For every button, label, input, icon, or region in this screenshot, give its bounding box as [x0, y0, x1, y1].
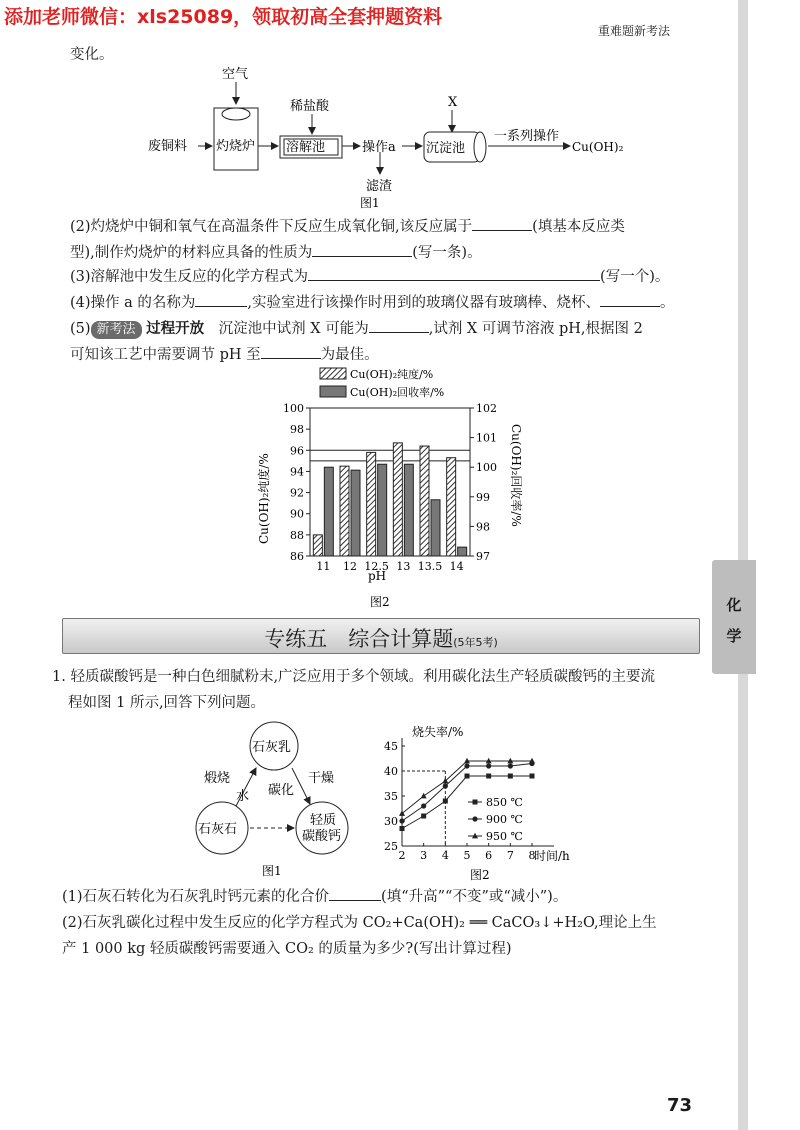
- line-x-axis-label: 时间/h: [534, 849, 570, 863]
- flow-diagram: [140, 62, 630, 212]
- bar-purity: [447, 458, 456, 556]
- question-3: (3)溶解池中发生反应的化学方程式为 (写一个)。: [70, 264, 669, 290]
- line-x-tick-label: 8: [528, 849, 536, 862]
- subject-tab-char-1: 化: [726, 596, 742, 614]
- label-water: 水: [236, 789, 250, 804]
- page-number: 73: [666, 1095, 692, 1116]
- label-scrap: 废铜料: [148, 139, 188, 154]
- node-limestone: 石灰石: [198, 822, 238, 837]
- line-x-tick-label: 6: [485, 849, 493, 862]
- bar-x-tick-label: 14: [449, 560, 464, 573]
- label-carbonize: 碳化: [268, 783, 295, 798]
- line-legend-label: 950 ℃: [486, 830, 523, 843]
- label-dry: 干燥: [308, 771, 335, 786]
- question-5: (5) 新考法 过程开放 沉淀池中试剂 X 可能为 ,试剂 X 可调节溶液 pH,根据图 2 可知该工艺中需要调节 pH 至 为最佳。: [70, 320, 643, 363]
- line-x-tick-label: 7: [506, 849, 514, 862]
- calc-questions: (1)石灰石转化为石灰乳时钙元素的化合价 (填“升高”“不变”或“减小”)。 (2)石灰乳碳化过程中发生反应的化学方程式为 CO₂+Ca(OH)₂ ══ CaCO₃↓+H₂O,理论上生 产 1 000 kg 轻质碳酸钙需要通入 CO₂ 的质量为多少?(写出计算过程): [62, 884, 712, 962]
- problem-1: 1. 轻质碳酸钙是一种白色细腻粉末,广泛应用于多个领域。利用碳化法生产轻质碳酸钙的主要流 程如图 1 所示,回答下列问题。: [52, 669, 656, 711]
- line-x-tick-label: 3: [420, 849, 428, 862]
- bar-x-tick-label: 12: [343, 560, 357, 573]
- line-caption: 图2: [470, 868, 490, 882]
- line-chart: [372, 722, 602, 884]
- line-y-axis-label: 烧失率/%: [412, 725, 464, 739]
- line-y-tick-label: 45: [384, 740, 398, 753]
- line-point: [399, 810, 405, 816]
- running-header: 重难题新考法: [597, 24, 670, 38]
- bar-recovery: [431, 500, 440, 556]
- line-point: [508, 774, 513, 779]
- bar-y2-tick-label: 99: [476, 490, 490, 504]
- node-product-1: 轻质: [310, 813, 337, 828]
- bar-chart: [250, 364, 530, 614]
- question-4: (4)操作 a 的名称为 ,实验室进行该操作时用到的玻璃仪器有玻璃棒、烧杯、 。: [70, 290, 675, 316]
- line-y-tick-label: 35: [384, 790, 398, 803]
- bar-y-tick-label: 86: [290, 550, 304, 563]
- line-point: [508, 763, 513, 768]
- bar-y2-tick-label: 98: [476, 520, 490, 534]
- bar-y-tick-label: 92: [290, 486, 304, 500]
- bar-recovery: [458, 547, 467, 556]
- question-2: (2)灼烧炉中铜和氧气在高温条件下反应生成氧化铜,该反应属于 (填基本反应类 型),制作灼烧炉的材料应具备的性质为 (写一条)。: [70, 214, 710, 266]
- legend-label-recovery: Cu(OH)₂回收率/%: [350, 386, 445, 399]
- cycle-caption: 图1: [262, 864, 282, 878]
- bar-recovery: [404, 464, 413, 556]
- subject-tab: [712, 560, 756, 674]
- bar-y2-tick-label: 101: [476, 431, 497, 445]
- subject-tab-char-2: 学: [726, 627, 742, 645]
- bar-purity: [393, 443, 402, 556]
- bar-x-axis-label: pH: [368, 569, 387, 583]
- label-x: X: [448, 95, 458, 110]
- line-legend-label: 850 ℃: [486, 796, 523, 809]
- line-x-tick-label: 5: [463, 849, 471, 862]
- bar-recovery: [351, 470, 360, 556]
- intro-line: 变化。: [70, 47, 114, 63]
- line-point: [464, 763, 469, 768]
- line-point: [421, 803, 426, 808]
- line-y-tick-label: 25: [384, 840, 398, 853]
- fig1-caption: 图1: [360, 196, 380, 210]
- label-air: 空气: [222, 67, 249, 82]
- label-precip: 沉淀池: [426, 141, 466, 156]
- bar-purity: [340, 466, 349, 556]
- label-furnace: 灼烧炉: [216, 139, 256, 154]
- bar-y2-axis-label: Cu(OH)₂回收率/%: [509, 424, 523, 527]
- line-y-tick-label: 40: [384, 765, 398, 778]
- line-point: [486, 763, 491, 768]
- line-point: [530, 774, 535, 779]
- line-point: [443, 783, 448, 788]
- line-point: [421, 793, 427, 799]
- line-legend-marker: [473, 800, 478, 805]
- line-point: [443, 799, 448, 804]
- bar-purity: [367, 452, 376, 556]
- legend-label-purity: Cu(OH)₂纯度/%: [350, 368, 434, 381]
- bar-y-tick-label: 90: [290, 507, 304, 521]
- bar-y-tick-label: 96: [290, 444, 304, 458]
- label-dissolve: 溶解池: [286, 140, 326, 155]
- bar-y-tick-label: 100: [283, 402, 304, 415]
- line-x-tick-label: 2: [398, 849, 406, 862]
- bar-x-tick-label: 11: [316, 560, 331, 573]
- line-point: [421, 814, 426, 819]
- bar-purity: [313, 535, 322, 556]
- line-point: [400, 826, 405, 831]
- bar-y2-tick-label: 100: [476, 461, 497, 475]
- label-hcl: 稀盐酸: [290, 99, 330, 114]
- legend-swatch-recovery: [320, 386, 346, 397]
- bar-recovery: [324, 467, 333, 556]
- bar-plot-frame: [310, 408, 470, 556]
- line-legend-marker: [472, 816, 477, 821]
- bar-x-tick-label: 13.5: [417, 560, 443, 573]
- label-op-a: 操作a: [362, 140, 396, 155]
- new-method-tag: 新考法: [91, 321, 142, 339]
- cycle-diagram: [188, 720, 378, 880]
- line-point: [465, 774, 470, 779]
- line-x-tick-label: 4: [441, 849, 449, 862]
- promo-banner: 添加老师微信：xls25089，领取初高全套押题资料: [4, 6, 443, 28]
- bar-x-tick-label: 12.5: [364, 560, 389, 573]
- bar-purity: [420, 446, 429, 556]
- bar-y-tick-label: 98: [290, 423, 304, 437]
- legend-swatch-purity: [320, 368, 346, 379]
- label-calcine: 煅烧: [204, 771, 231, 786]
- bar-y2-tick-label: 97: [476, 550, 490, 563]
- bar-y2-tick-label: 102: [476, 402, 497, 415]
- label-series: 一系列操作: [494, 129, 560, 144]
- bar-x-tick-label: 13: [396, 560, 411, 573]
- line-point: [399, 818, 404, 823]
- node-product-2: 碳酸钙: [302, 829, 342, 844]
- line-y-tick-label: 30: [384, 815, 398, 828]
- section-sub: (5年5考): [453, 636, 498, 649]
- line-point: [486, 774, 491, 779]
- line-legend-label: 900 ℃: [486, 813, 523, 826]
- bar-y-tick-label: 94: [290, 465, 304, 479]
- bar-caption: 图2: [370, 595, 390, 609]
- bar-y-tick-label: 88: [290, 528, 304, 542]
- label-product: Cu(OH)₂: [572, 140, 624, 154]
- bar-recovery: [378, 464, 387, 556]
- section-banner: [62, 618, 700, 654]
- bar-y-axis-label: Cu(OH)₂纯度/%: [257, 453, 271, 544]
- label-residue: 滤渣: [366, 179, 393, 194]
- section-title: 专练五 综合计算题: [264, 627, 454, 651]
- node-limemilk: 石灰乳: [252, 740, 292, 755]
